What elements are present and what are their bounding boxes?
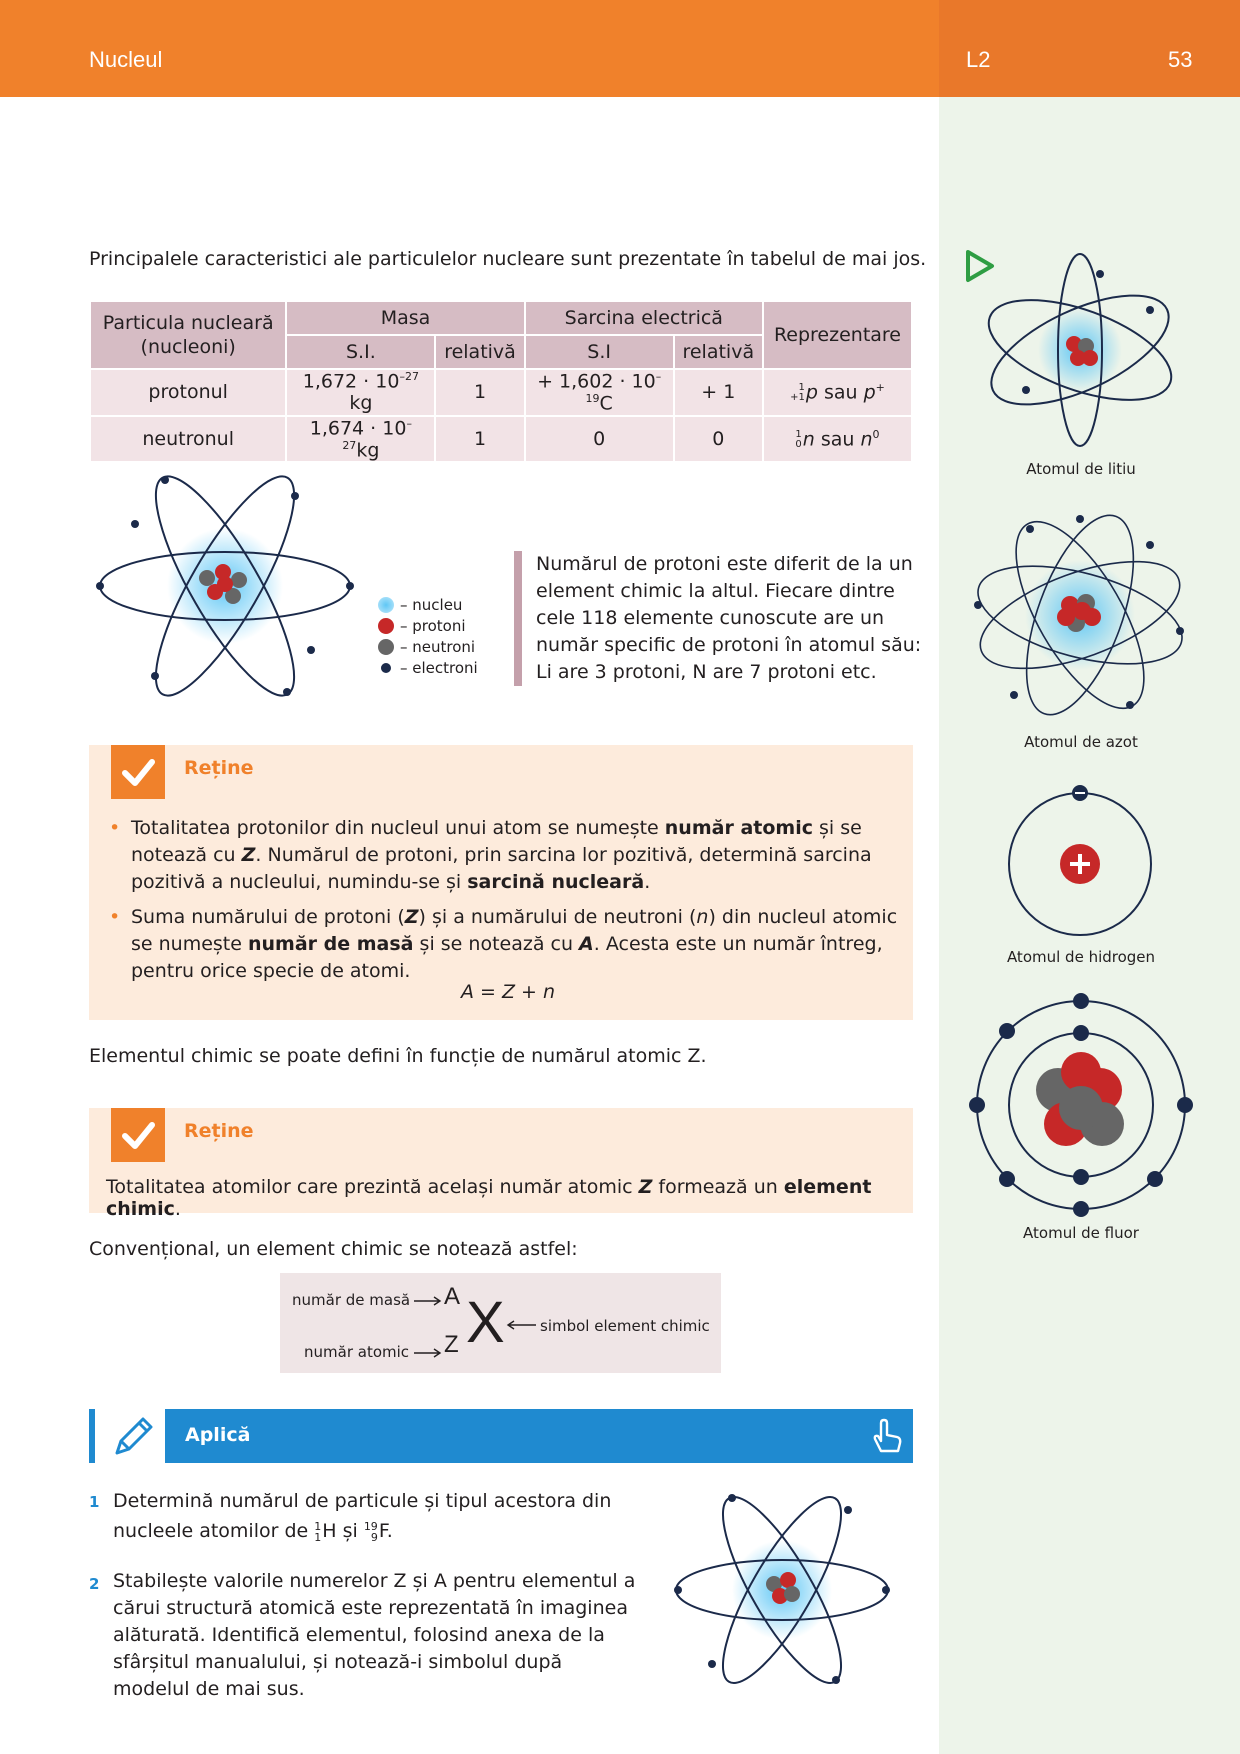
mass-formula: A = Z + n: [461, 981, 556, 1003]
aplica-bar: [165, 1409, 913, 1463]
retine-box-2: [89, 1108, 913, 1220]
retine-title: Reține: [184, 757, 254, 779]
th-particle: Particula nucleară (nucleoni): [91, 302, 285, 368]
exercise-number: 1: [89, 1493, 100, 1511]
convention-text: Convențional, un element chimic se notează astfel:: [89, 1238, 578, 1260]
retine-title: Reține: [184, 1120, 254, 1142]
exercise-atom-illustration: [672, 1480, 892, 1700]
retine-list: [105, 815, 905, 993]
lithium-atom-illustration: [980, 250, 1180, 450]
check-icon: [111, 745, 165, 799]
nucleon-table: [89, 300, 913, 463]
caption-lithium: Atomul de litiu: [1026, 460, 1136, 478]
mass-number-symbol: A: [444, 1283, 461, 1310]
legend-neutrons: – neutroni: [400, 637, 476, 656]
symbol-label: simbol element chimic: [540, 1317, 710, 1335]
th-charge-rel: relativă: [675, 336, 762, 368]
cell-charge-si: 0: [526, 417, 673, 462]
atomic-number-symbol: Z: [444, 1331, 459, 1358]
aplica-title: Aplică: [185, 1424, 251, 1446]
list-item: • Suma numărului de protoni (Z) și a numărului de neutroni (n) din nucleul atomic se numește număr de masă și se notează cu A. Acesta este un număr întreg, pentru orice specie de atomi.: [105, 904, 905, 985]
exercise-1: 1 Determină numărul de particule și tipul acestora din nucleele atomilor de 1 1H și 19 9F.: [89, 1490, 612, 1544]
intro-text: Principalele caracteristici ale particulelor nucleare sunt prezentate în tabelul de mai jos.: [89, 248, 927, 270]
cell-charge-rel: + 1: [675, 370, 762, 415]
cell-repr: 1 0n sau $n^0$: [764, 417, 911, 462]
chapter-title: Nucleul: [89, 47, 163, 72]
page-header: [0, 0, 1240, 97]
aplica-edge: [89, 1409, 95, 1463]
cell-mass-rel: 1: [436, 370, 523, 415]
caption-fluorine: Atomul de fluor: [1023, 1224, 1139, 1242]
list-item: • Totalitatea protonilor din nucleul unui atom se numește număr atomic și se notează cu Z. Numărul de protoni, prin sarcina lor pozitivă, determină sarcina pozitivă a nucleului, numindu-se și sarcină nucleară.: [105, 815, 905, 896]
th-mass-si: S.I.: [287, 336, 434, 368]
check-icon: [111, 1108, 165, 1162]
lesson-label: L2: [966, 47, 991, 72]
element-symbol: X: [466, 1290, 505, 1355]
caption-nitrogen: Atomul de azot: [1024, 733, 1138, 751]
th-mass: Masa: [287, 302, 523, 334]
hydrogen-atom-illustration: [1000, 780, 1160, 940]
pencil-icon: [99, 1409, 163, 1463]
nitrogen-atom-illustration: [970, 505, 1190, 725]
atom-model-illustration: [95, 460, 355, 720]
th-repr: Reprezentare: [764, 302, 911, 368]
th-charge-si: S.I: [526, 336, 673, 368]
table-row: [91, 370, 911, 415]
legend-electrons: – electroni: [400, 658, 478, 677]
cell-mass-rel: 1: [436, 417, 523, 462]
page-number: 53: [1168, 47, 1193, 72]
th-mass-rel: relativă: [436, 336, 523, 368]
cell-mass-si: $1,674 \cdot 10^{-27}kg$: [287, 417, 434, 462]
proton-swatch: [378, 618, 394, 634]
proton-note: Numărul de protoni este diferit de la un element chimic la altul. Fiecare dintre cele 118 elemente cunoscute are un număr specific de protoni în atomul său: Li are 3 protoni, N are 7 protoni etc.: [514, 551, 936, 686]
arrow-left-icon: [504, 1317, 538, 1333]
cell-repr: 1 +1p sau p+: [764, 370, 911, 415]
fluorine-atom-illustration: [966, 990, 1196, 1220]
definition-line: Elementul chimic se poate defini în funcție de numărul atomic Z.: [89, 1045, 707, 1067]
exercise-2: 2 Stabilește valorile numerelor Z și A pentru elementul a cărui structură atomică este reprezentată în imaginea alăturată. Identifică elementul, folosind anexa de la sfârșitul manualului, și notează-i simbolul după modelul de mai sus.: [89, 1570, 636, 1700]
retine-text: Totalitatea atomilor care prezintă același număr atomic Z formează un element chimic.: [106, 1176, 872, 1220]
electron-swatch: [381, 663, 391, 673]
nucleus-swatch: [378, 597, 394, 613]
cell-charge-rel: 0: [675, 417, 762, 462]
atomic-number-label: număr atomic: [304, 1343, 410, 1361]
legend-nucleus: – nucleu: [400, 595, 463, 614]
cell-name: neutronul: [91, 417, 285, 462]
exercise-number: 2: [89, 1575, 100, 1593]
caption-hydrogen: Atomul de hidrogen: [1006, 948, 1156, 966]
mass-number-label: număr de masă: [292, 1291, 411, 1309]
cell-name: protonul: [91, 370, 285, 415]
table-row: [91, 417, 911, 462]
neutron-swatch: [378, 639, 394, 655]
notation-box: [280, 1273, 721, 1373]
retine-box: [89, 745, 913, 1020]
cell-mass-si: $1,672 \cdot 10^{-27}$ kg: [287, 370, 434, 415]
atom-legend: [378, 594, 478, 678]
legend-protons: – protoni: [400, 616, 466, 635]
cell-charge-si: + $1,602 \cdot 10^{-19}C$: [526, 370, 673, 415]
th-charge: Sarcina electrică: [526, 302, 762, 334]
aplica-banner: [89, 1409, 913, 1463]
hand-pointer-icon: [867, 1417, 905, 1457]
